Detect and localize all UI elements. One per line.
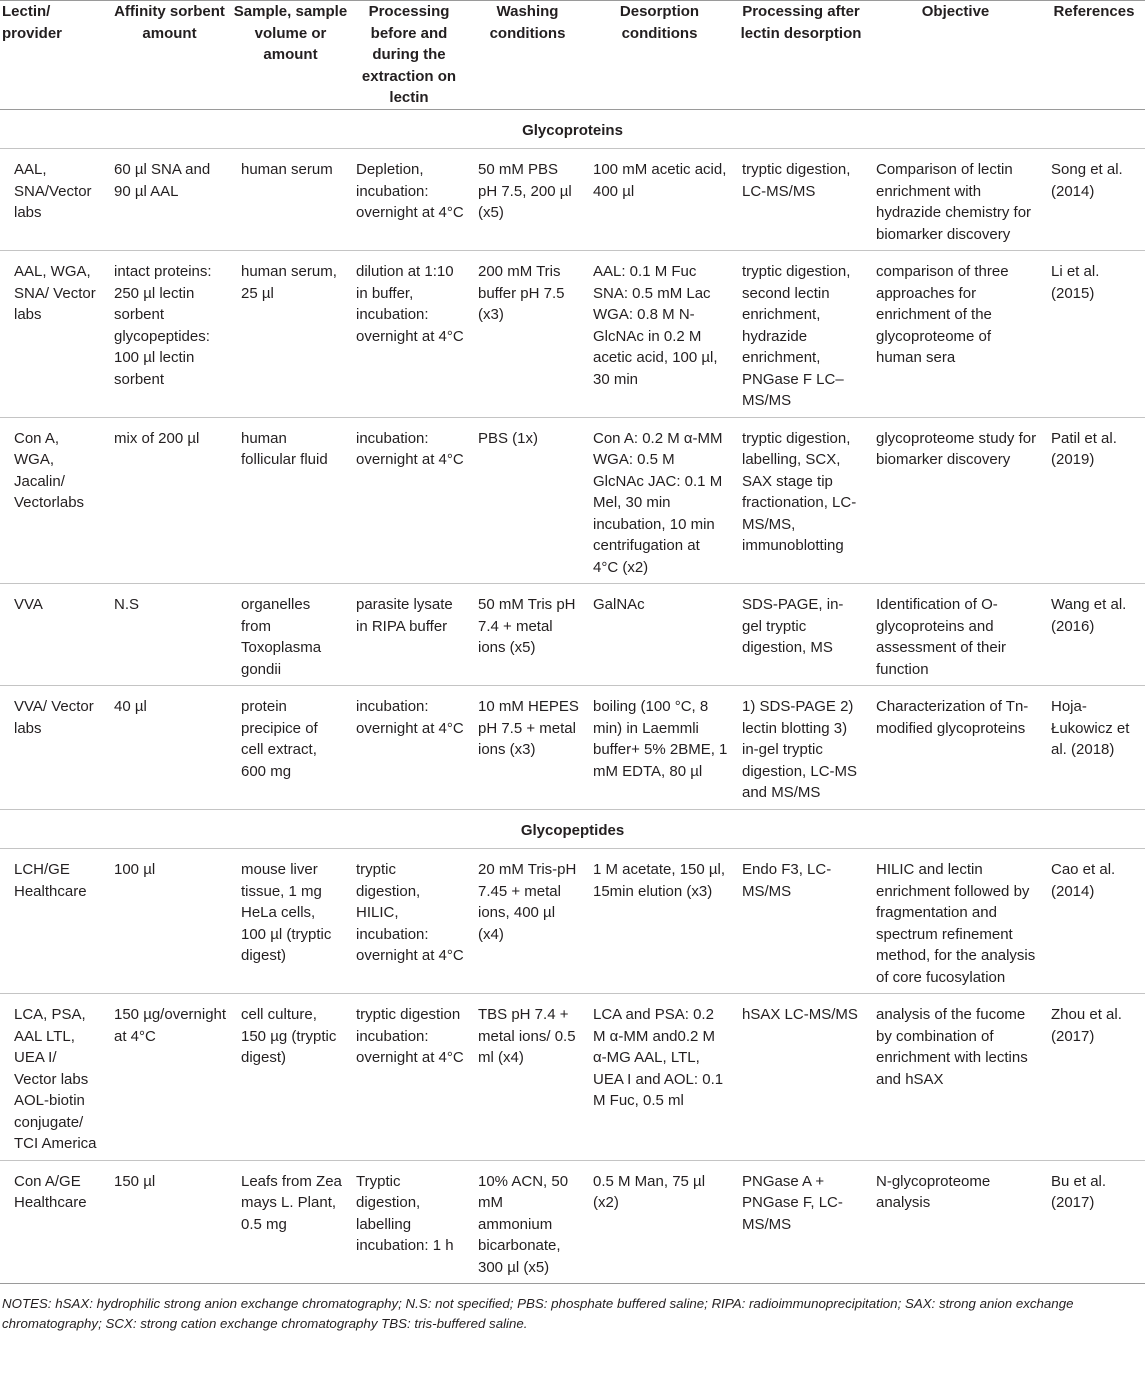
table-cell: Bu et al. (2017)	[1043, 1160, 1145, 1284]
table-cell: PBS (1x)	[470, 417, 585, 584]
table-cell: analysis of the fucome by combination of enrichment with lectins and hSAX	[868, 994, 1043, 1161]
table-cell: Endo F3, LC-MS/MS	[734, 849, 868, 994]
table-cell: Song et al. (2014)	[1043, 149, 1145, 251]
table-cell: AAL: 0.1 M Fuc SNA: 0.5 mM Lac WGA: 0.8 M N-GlcNAc in 0.2 M acetic acid, 100 µl, 30 min	[585, 251, 734, 418]
table-header	[0, 1, 1145, 110]
table-cell: incubation: overnight at 4°C	[348, 417, 470, 584]
table-row	[0, 1160, 1145, 1284]
column-header: Washing conditions	[470, 1, 585, 110]
table-cell: Leafs from Zea mays L. Plant, 0.5 mg	[233, 1160, 348, 1284]
table-cell: 10% ACN, 50 mM ammonium bicarbonate, 300 µl (x5)	[470, 1160, 585, 1284]
table-cell: Wang et al. (2016)	[1043, 584, 1145, 686]
table-row	[0, 584, 1145, 686]
table-cell: hSAX LC-MS/MS	[734, 994, 868, 1161]
column-header: Lectin/ provider	[0, 1, 106, 110]
table-cell: Con A/GE Healthcare	[0, 1160, 106, 1284]
table-cell: Tryptic digestion, labelling incubation: 1 h	[348, 1160, 470, 1284]
table-cell: glycoproteome study for biomarker discovery	[868, 417, 1043, 584]
table-row	[0, 417, 1145, 584]
table-cell: Zhou et al. (2017)	[1043, 994, 1145, 1161]
table-cell: GalNAc	[585, 584, 734, 686]
table-cell: 20 mM Tris-pH 7.45 + metal ions, 400 µl (x4)	[470, 849, 585, 994]
table-cell: human follicular fluid	[233, 417, 348, 584]
table-cell: incubation: overnight at 4°C	[348, 686, 470, 810]
table-cell: 1 M acetate, 150 µl, 15min elution (x3)	[585, 849, 734, 994]
table-cell: AAL, SNA/Vector labs	[0, 149, 106, 251]
table-cell: Hoja-Łukowicz et al. (2018)	[1043, 686, 1145, 810]
table-cell: tryptic digestion, LC-MS/MS	[734, 149, 868, 251]
table-row	[0, 849, 1145, 994]
table-cell: TBS pH 7.4 + metal ions/ 0.5 ml (x4)	[470, 994, 585, 1161]
table-cell: 60 µl SNA and 90 µl AAL	[106, 149, 233, 251]
table-cell: Cao et al. (2014)	[1043, 849, 1145, 994]
table-cell: 150 µg/overnight at 4°C	[106, 994, 233, 1161]
section-title: Glycopeptides	[0, 809, 1145, 849]
table-cell: tryptic digestion, second lectin enrichment, hydrazide enrichment, PNGase F LC–MS/MS	[734, 251, 868, 418]
table-cell: mix of 200 µl	[106, 417, 233, 584]
table-cell: dilution at 1:10 in buffer, incubation: overnight at 4°C	[348, 251, 470, 418]
column-header: Processing after lectin desorption	[734, 1, 868, 110]
column-header: References	[1043, 1, 1145, 110]
header-row	[0, 1, 1145, 110]
table-cell: 100 µl	[106, 849, 233, 994]
table-cell: 10 mM HEPES pH 7.5 + metal ions (x3)	[470, 686, 585, 810]
column-header: Affinity sorbent amount	[106, 1, 233, 110]
table-cell: parasite lysate in RIPA buffer	[348, 584, 470, 686]
table-cell: 150 µl	[106, 1160, 233, 1284]
table-cell: boiling (100 °C, 8 min) in Laemmli buffer+ 5% 2BME, 1 mM EDTA, 80 µl	[585, 686, 734, 810]
table-cell: mouse liver tissue, 1 mg HeLa cells, 100 µl (tryptic digest)	[233, 849, 348, 994]
table-cell: tryptic digestion incubation: overnight at 4°C	[348, 994, 470, 1161]
table-cell: LCA and PSA: 0.2 M α-MM and0.2 M α-MG AAL, LTL, UEA I and AOL: 0.1 M Fuc, 0.5 ml	[585, 994, 734, 1161]
table-cell: human serum	[233, 149, 348, 251]
table-cell: Comparison of lectin enrichment with hydrazide chemistry for biomarker discovery	[868, 149, 1043, 251]
column-header: Processing before and during the extraction on lectin	[348, 1, 470, 110]
table-cell: intact proteins: 250 µl lectin sorbent glycopeptides: 100 µl lectin sorbent	[106, 251, 233, 418]
table-cell: HILIC and lectin enrichment followed by fragmentation and spectrum refinement method, for the analysis of core fucosylation	[868, 849, 1043, 994]
table-row	[0, 994, 1145, 1161]
table-cell: 40 µl	[106, 686, 233, 810]
table-cell: N-glycoproteome analysis	[868, 1160, 1043, 1284]
section-title: Glycoproteins	[0, 109, 1145, 149]
table-cell: Identification of O-glycoproteins and assessment of their function	[868, 584, 1043, 686]
table-cell: SDS-PAGE, in-gel tryptic digestion, MS	[734, 584, 868, 686]
table-row	[0, 149, 1145, 251]
table-cell: Depletion, incubation: overnight at 4°C	[348, 149, 470, 251]
table-cell: AAL, WGA, SNA/ Vector labs	[0, 251, 106, 418]
column-header: Objective	[868, 1, 1043, 110]
table-cell: tryptic digestion, HILIC, incubation: overnight at 4°C	[348, 849, 470, 994]
table-cell: Li et al. (2015)	[1043, 251, 1145, 418]
table-cell: VVA/ Vector labs	[0, 686, 106, 810]
table-cell: Characterization of Tn-modified glycoproteins	[868, 686, 1043, 810]
table-cell: Con A: 0.2 M α-MM WGA: 0.5 M GlcNAc JAC: 0.1 M Mel, 30 min incubation, 10 min centrifugation at 4°C (x2)	[585, 417, 734, 584]
table-cell: tryptic digestion, labelling, SCX, SAX stage tip fractionation, LC-MS/MS, immunoblotting	[734, 417, 868, 584]
table-cell: 0.5 M Man, 75 µl (x2)	[585, 1160, 734, 1284]
table-cell: 1) SDS-PAGE 2) lectin blotting 3) in-gel tryptic digestion, LC-MS and MS/MS	[734, 686, 868, 810]
table-body	[0, 109, 1145, 1284]
table-cell: 200 mM Tris buffer pH 7.5 (x3)	[470, 251, 585, 418]
table-cell: 100 mM acetic acid, 400 µl	[585, 149, 734, 251]
table-cell: human serum, 25 µl	[233, 251, 348, 418]
table-cell: LCA, PSA, AAL LTL, UEA I/ Vector labs AOL-biotin conjugate/ TCI America	[0, 994, 106, 1161]
table-cell: cell culture, 150 µg (tryptic digest)	[233, 994, 348, 1161]
table-cell: LCH/GE Healthcare	[0, 849, 106, 994]
table-notes: NOTES: hSAX: hydrophilic strong anion exchange chromatography; N.S: not specified; PBS: phosphate buffered saline; RIPA: radioimmunoprecipitation; SAX: strong anion exchange chromatography; SCX: strong cation exchange chromatography TBS: tris-buffered saline.	[2, 1296, 1074, 1331]
section-row	[0, 809, 1145, 849]
column-header: Sample, sample volume or amount	[233, 1, 348, 110]
table-cell: comparison of three approaches for enrichment of the glycoproteome of human sera	[868, 251, 1043, 418]
table-cell: PNGase A + PNGase F, LC-MS/MS	[734, 1160, 868, 1284]
table-cell: N.S	[106, 584, 233, 686]
section-row	[0, 109, 1145, 149]
column-header: Desorption conditions	[585, 1, 734, 110]
table-cell: protein precipice of cell extract, 600 mg	[233, 686, 348, 810]
table-row	[0, 251, 1145, 418]
table-cell: organelles from Toxoplasma gondii	[233, 584, 348, 686]
table-cell: 50 mM PBS pH 7.5, 200 µl (x5)	[470, 149, 585, 251]
table-cell: 50 mM Tris pH 7.4 + metal ions (x5)	[470, 584, 585, 686]
table-cell: Patil et al. (2019)	[1043, 417, 1145, 584]
table-row	[0, 686, 1145, 810]
table-cell: VVA	[0, 584, 106, 686]
table-cell: Con A, WGA, Jacalin/ Vectorlabs	[0, 417, 106, 584]
